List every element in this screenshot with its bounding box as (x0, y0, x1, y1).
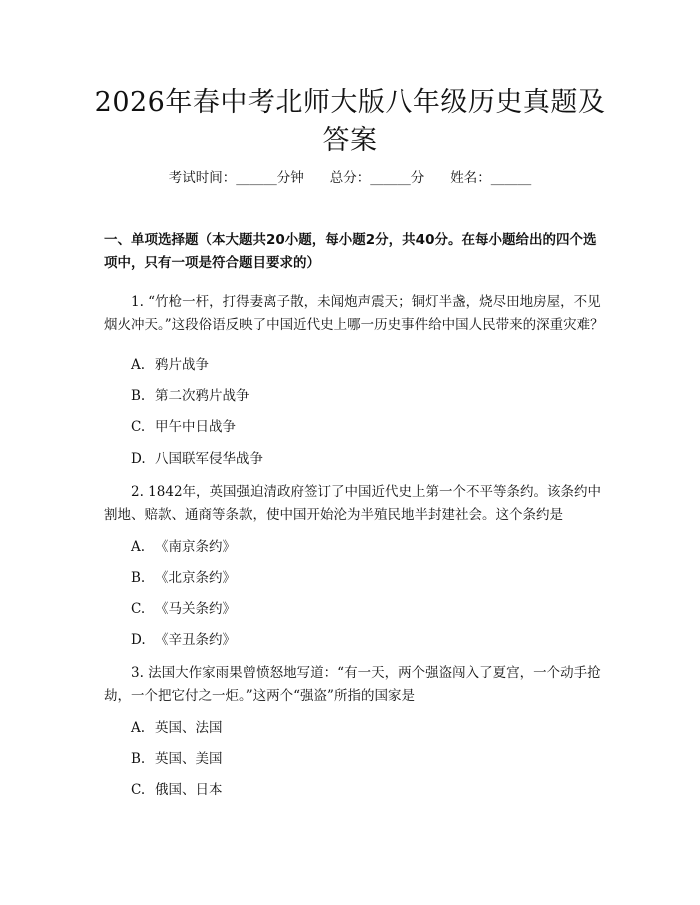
option-letter: B. (131, 751, 146, 767)
option-text: 英国、法国 (155, 720, 223, 736)
option-letter: D. (131, 632, 146, 648)
question-3-option-b (131, 749, 601, 769)
option-text: 八国联军侵华战争 (155, 451, 263, 467)
question-1-option-c (131, 417, 601, 437)
option-letter: C. (131, 601, 146, 617)
question-3-option-a (131, 718, 601, 738)
exam-time-field: 考试时间：______分钟 (168, 170, 304, 186)
question-stem-3: 3. 法国大作家雨果曾愤怒地写道：“有一天，两个强盗闯入了夏宫，一个动手抢劫，一个把它付之一炬。”这两个“强盗”所指的国家是 (104, 665, 601, 704)
question-1-option-b (131, 386, 601, 406)
question-2-option-b (131, 568, 601, 588)
question-2-option-a (131, 537, 601, 557)
option-text: 英国、美国 (155, 751, 223, 767)
question-2-option-c (131, 599, 601, 619)
option-letter: B. (131, 388, 146, 404)
option-text: 鸦片战争 (155, 357, 209, 373)
question-3-option-c (131, 780, 601, 800)
option-text: 第二次鸦片战争 (155, 388, 250, 404)
name-field: 姓名：______ (450, 170, 532, 186)
question-1-option-a (131, 355, 601, 375)
option-letter: D. (131, 451, 146, 467)
option-text: 《马关条约》 (155, 601, 236, 617)
section-heading: 一、单项选择题（本大题共20小题，每小题2分，共40分。在每小题给出的四个选项中，只有一项是符合题目要求的） (104, 232, 597, 271)
option-text: 俄国、日本 (155, 782, 223, 798)
question-stem-1: 1. “竹枪一杆，打得妻离子散，未闻炮声震天；铜灯半盏，烧尽田地房屋，不见烟火冲天。”这段俗语反映了中国近代史上哪一历史事件给中国人民带来的深重灾难？ (104, 294, 604, 333)
option-text: 《辛丑条约》 (155, 632, 236, 648)
option-letter: A. (131, 539, 146, 555)
option-letter: A. (131, 720, 146, 736)
option-letter: C. (131, 782, 146, 798)
page-title: 2026年春中考北师大版八年级历史真题及答案 (94, 87, 606, 156)
exam-info-line (0, 168, 700, 188)
option-letter: B. (131, 570, 146, 586)
option-letter: C. (131, 419, 146, 435)
total-score-field: 总分：______分 (329, 170, 425, 186)
question-2-option-d (131, 630, 601, 650)
option-text: 《南京条约》 (155, 539, 236, 555)
option-text: 甲午中日战争 (155, 419, 236, 435)
question-1-option-d (131, 449, 601, 469)
option-text: 《北京条约》 (155, 570, 236, 586)
option-letter: A. (131, 357, 146, 373)
question-stem-2: 2. 1842年，英国强迫清政府签订了中国近代史上第一个不平等条约。该条约中割地、赔款、通商等条款，使中国开始沦为半殖民地半封建社会。这个条约是 (104, 484, 602, 523)
